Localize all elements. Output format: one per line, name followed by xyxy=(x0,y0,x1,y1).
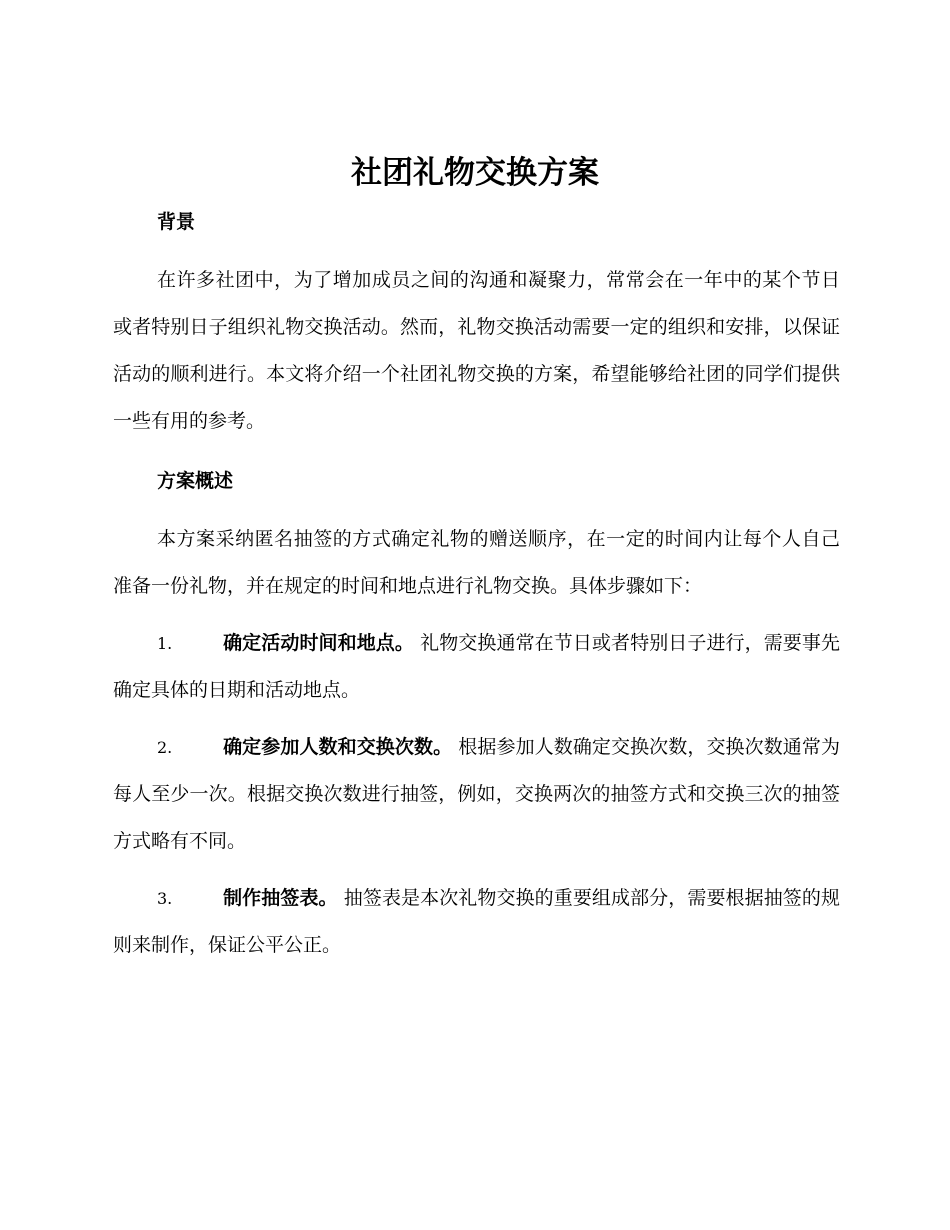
document-content xyxy=(113,198,840,969)
background-paragraph: 在许多社团中，为了增加成员之间的沟通和凝聚力，常常会在一年中的某个节日或者特别日子组织礼物交换活动。然而，礼物交换活动需要一定的组织和安排，以保证活动的顺利进行。本文将介绍一个社团礼物交换的方案，希望能够给社团的同学们提供一些有用的参考。 xyxy=(113,269,840,432)
section-heading-overview: 方案概述 xyxy=(157,470,234,492)
document-title: 社团礼物交换方案 xyxy=(351,155,599,191)
spacer xyxy=(113,246,840,257)
step-item xyxy=(113,875,840,969)
spacer xyxy=(113,445,840,457)
section-heading-background: 背景 xyxy=(157,211,196,233)
step-item xyxy=(113,724,840,865)
step-number: 1. xyxy=(157,634,173,653)
step-lead: 制作抽签表。 xyxy=(223,887,338,909)
spacer xyxy=(113,610,840,620)
step-text: 抽签表是本次礼物交换的重要组成部分，需要根据抽签的规则来制作，保证公平公正。 xyxy=(113,887,840,956)
step-lead: 确定活动时间和地点。 xyxy=(223,632,414,654)
step-text: 礼物交换通常在节日或者特别日子进行，需要事先确定具体的日期和活动地点。 xyxy=(113,632,840,701)
spacer xyxy=(113,505,840,516)
overview-paragraph: 本方案采纳匿名抽签的方式确定礼物的赠送顺序，在一定的时间内让每个人自己准备一份礼物，并在规定的时间和地点进行礼物交换。具体步骤如下： xyxy=(113,528,840,597)
step-lead: 确定参加人数和交换次数。 xyxy=(223,736,453,758)
step-text: 根据参加人数确定交换次数，交换次数通常为每人至少一次。根据交换次数进行抽签，例如，交换两次的抽签方式和交换三次的抽签方式略有不同。 xyxy=(113,736,840,852)
step-number: 2. xyxy=(157,738,173,757)
step-item xyxy=(113,620,840,714)
spacer xyxy=(113,865,840,875)
step-number: 3. xyxy=(157,889,173,908)
spacer xyxy=(113,714,840,724)
